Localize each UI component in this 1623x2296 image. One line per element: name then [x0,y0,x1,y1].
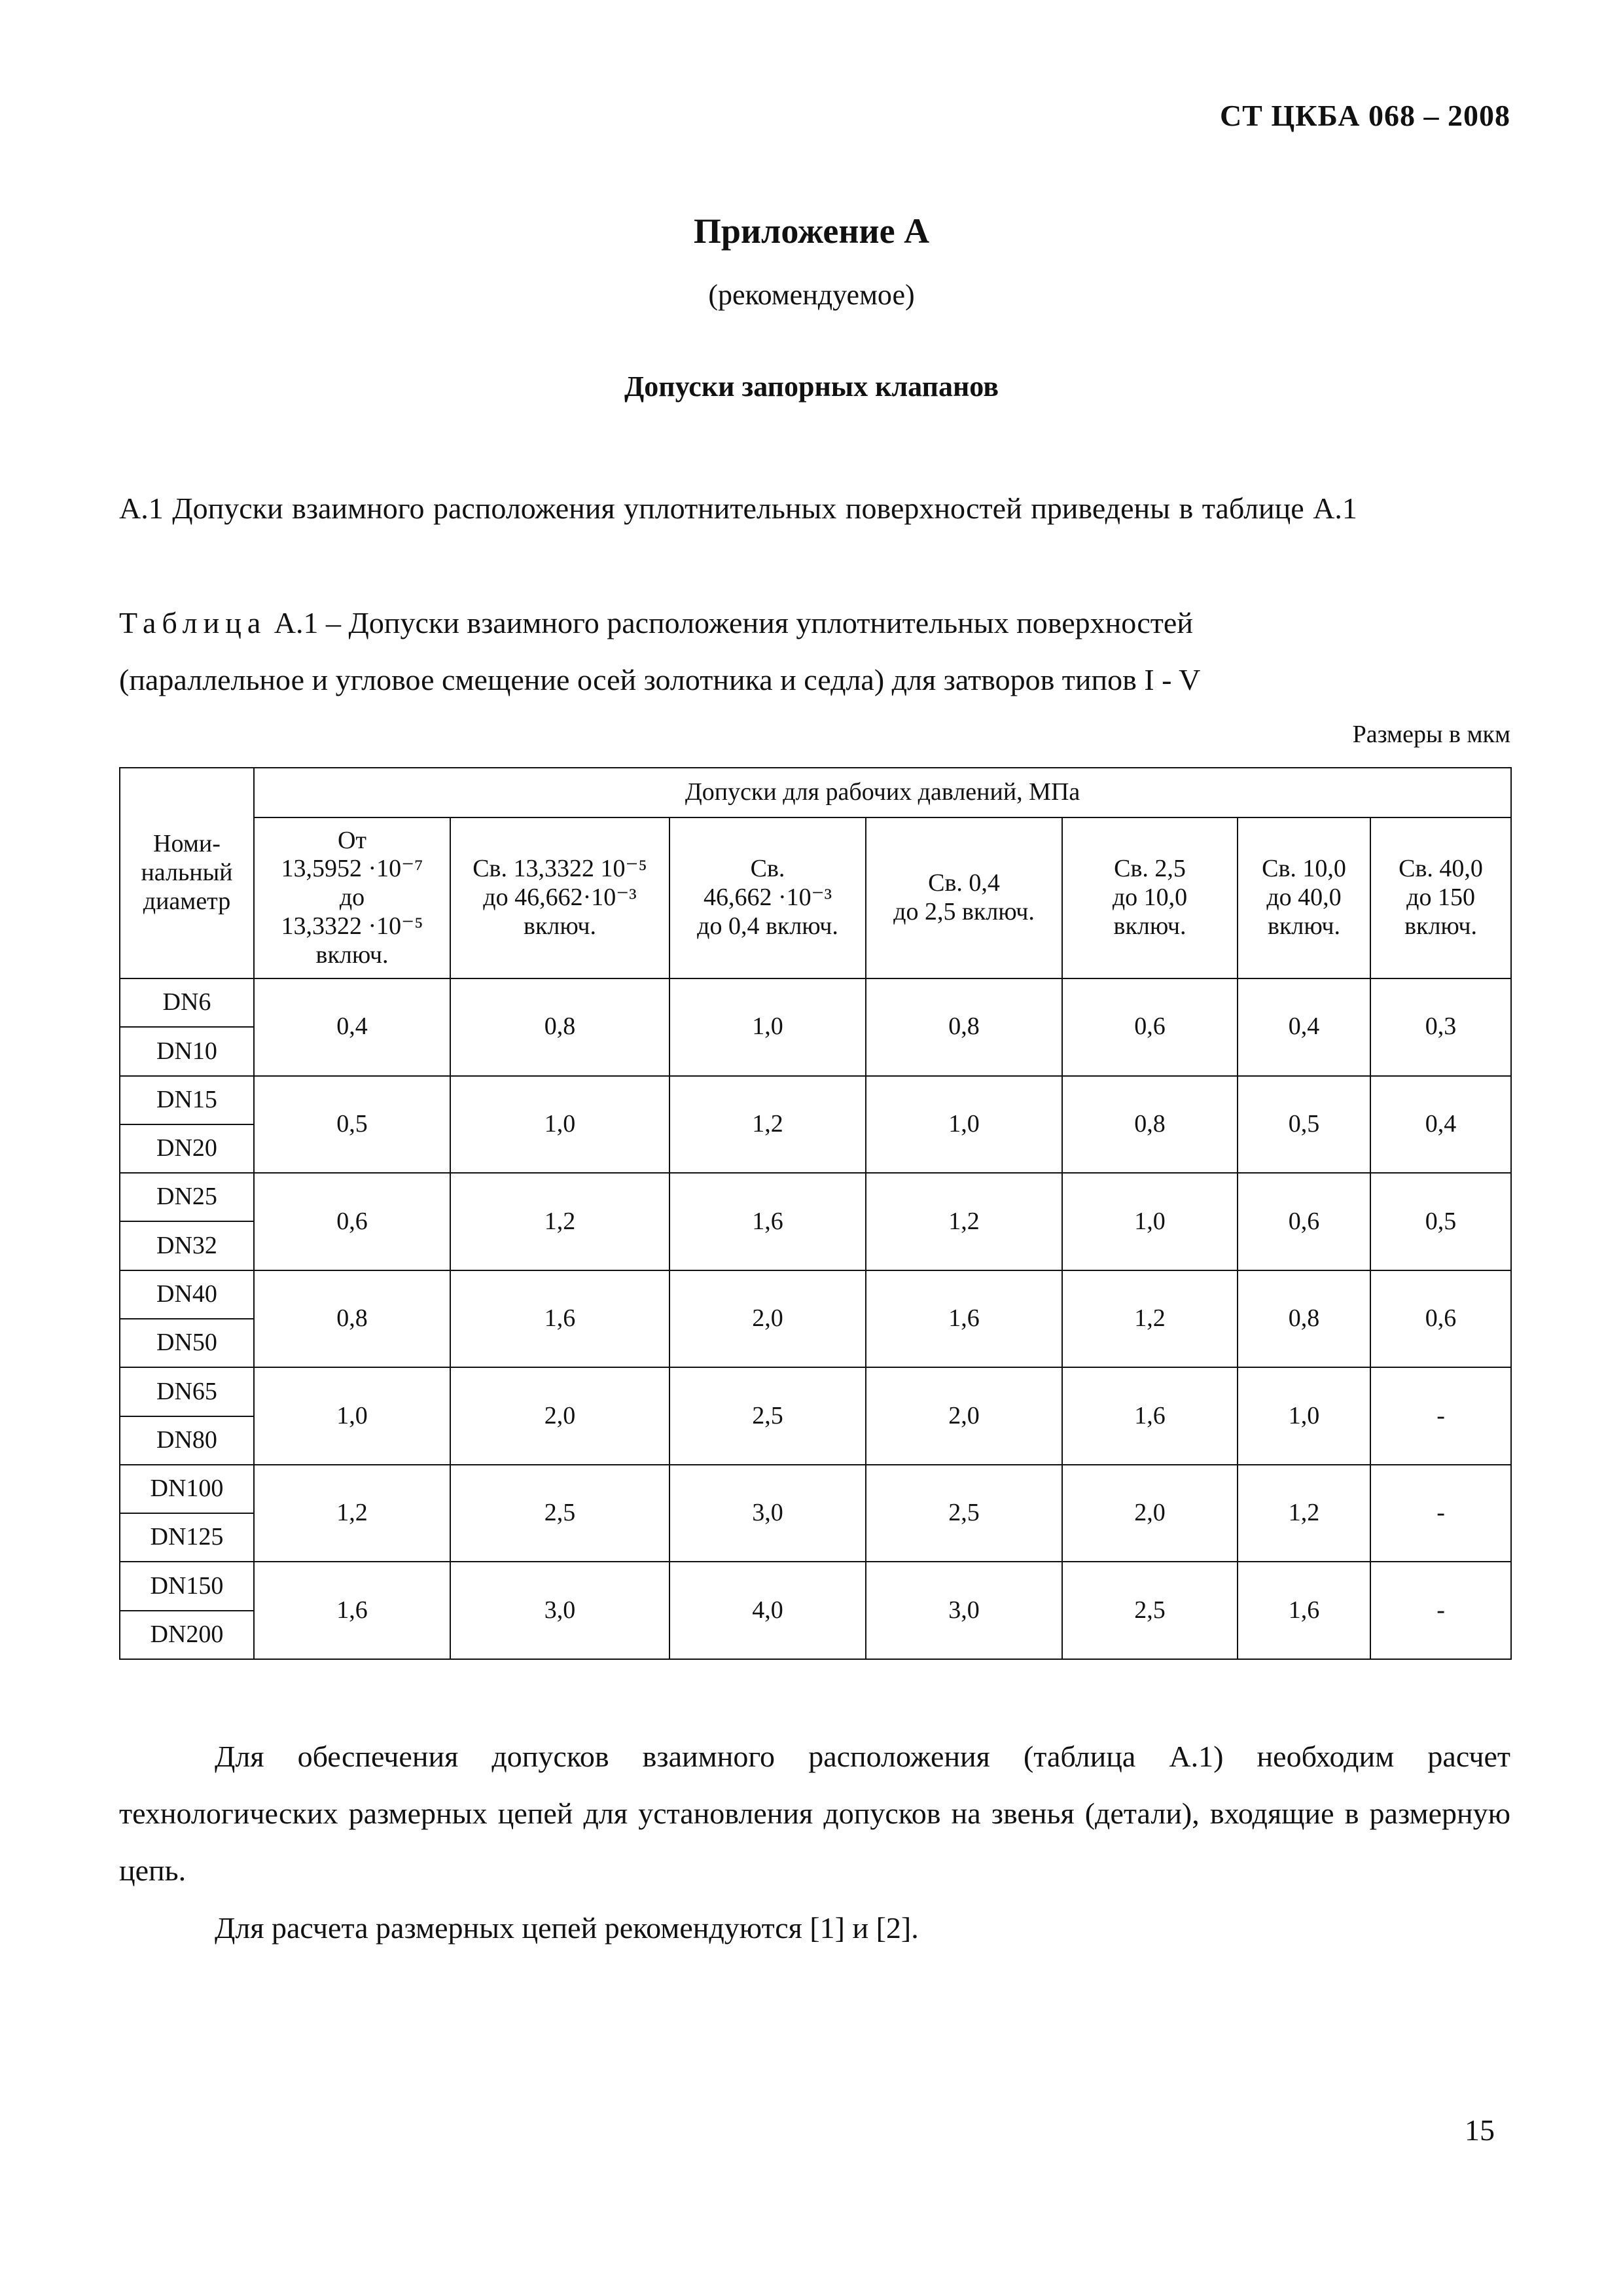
tolerance-value-cell: 1,2 [254,1465,450,1562]
pressure-column-header-line: 13,5952 ·10⁻⁷ [281,855,423,883]
tolerance-value-cell: 0,8 [866,978,1062,1076]
tolerance-value-cell: - [1370,1562,1511,1659]
tolerance-value-cell: 3,0 [450,1562,669,1659]
table-row [120,1076,1511,1124]
tolerance-value-cell: 1,6 [254,1562,450,1659]
document-code: СТ ЦКБА 068 – 2008 [1219,99,1510,132]
pressure-column-header-line: до 2,5 включ. [893,898,1035,925]
pressure-column-header [1238,817,1370,978]
tolerance-value-cell: 0,8 [450,978,669,1076]
pressure-column-header-line: включ. [1268,912,1340,940]
table-caption-title: А.1 – Допуски взаимного расположения уплотнительных поверхностей [266,606,1193,639]
nominal-diameter-cell: DN15 [120,1076,254,1124]
pressure-column-header-line: до 46,662·10⁻³ [483,884,637,912]
tolerance-value-cell: 1,2 [1062,1270,1238,1368]
table-body [120,978,1511,1659]
tolerance-value-cell: 0,8 [254,1270,450,1368]
nominal-diameter-cell: DN80 [120,1416,254,1465]
tolerance-value-cell: 0,3 [1370,978,1511,1076]
pressure-column-header-line: до 10,0 [1112,884,1188,912]
tolerance-value-cell: 0,4 [1370,1076,1511,1174]
tolerance-value-cell: 1,2 [866,1173,1062,1270]
pressure-group-header: Допуски для рабочих давлений, МПа [254,768,1511,817]
tolerance-value-cell: 1,0 [669,978,866,1076]
nominal-diameter-header-line: диаметр [143,887,231,915]
pressure-column-header-line: включ. [315,941,389,969]
units-note: Размеры в мкм [1352,721,1510,748]
pressure-column-header-line: 46,662 ·10⁻³ [703,884,832,912]
nominal-diameter-header-line: Номи- [153,830,221,858]
tolerance-value-cell: 1,0 [254,1367,450,1465]
tolerance-value-cell: - [1370,1465,1511,1562]
nominal-diameter-cell: DN125 [120,1513,254,1562]
table-caption-prefix: Таблица [119,606,267,639]
nominal-diameter-cell: DN32 [120,1221,254,1270]
tolerance-value-cell: 2,0 [1062,1465,1238,1562]
tolerance-value-cell: 1,0 [1062,1173,1238,1270]
tolerance-value-cell: 0,6 [254,1173,450,1270]
tolerance-value-cell: 2,0 [450,1367,669,1465]
nominal-diameter-cell: DN10 [120,1027,254,1075]
nominal-diameter-cell: DN20 [120,1124,254,1173]
tolerance-value-cell: 1,6 [450,1270,669,1368]
nominal-diameter-header [120,768,254,978]
pressure-columns-header-row [120,817,1511,978]
pressure-column-header-line: Св. 40,0 [1399,855,1483,883]
pressure-column-header-line: до [339,884,365,912]
tolerance-value-cell: 2,5 [866,1465,1062,1562]
tolerance-value-cell: 1,6 [1062,1367,1238,1465]
tolerance-value-cell: 1,6 [1238,1562,1370,1659]
table-caption-line-2: (параллельное и угловое смещение осей золотника и седла) для затворов типов I - V [119,663,1201,696]
tolerance-value-cell: 0,5 [254,1076,450,1174]
tolerance-value-cell: 1,2 [669,1076,866,1174]
pressure-column-header-line: включ. [524,912,596,940]
section-title: Допуски запорных клапанов [624,370,999,403]
tolerance-value-cell: 0,8 [1062,1076,1238,1174]
table-caption-line-1 [119,605,1193,640]
pressure-column-header-line: 13,3322 ·10⁻⁵ [281,912,423,940]
pressure-column-header-line: Св. 13,3322 10⁻⁵ [473,855,647,883]
pressure-column-header-line: включ. [1113,912,1186,940]
nominal-diameter-cell: DN100 [120,1465,254,1513]
pressure-column-header-line: до 40,0 [1266,884,1342,912]
pressure-column-header [1370,817,1511,978]
paragraph-dimension-chains: Для обеспечения допусков взаимного расположения (таблица А.1) необходим расчет технологических размерных цепей для установления допусков на звенья (детали), входящие в размерную цепь. [119,1740,1510,1887]
paragraph-references: Для расчета размерных цепей рекомендуются [1] и [2]. [215,1911,919,1945]
tolerance-value-cell: 0,6 [1238,1173,1370,1270]
nominal-diameter-cell: DN50 [120,1319,254,1367]
table-row [120,1270,1511,1319]
tolerance-value-cell: 2,5 [1062,1562,1238,1659]
pressure-column-header-line: до 0,4 включ. [697,912,838,940]
nominal-diameter-cell: DN40 [120,1270,254,1319]
nominal-diameter-cell: DN25 [120,1173,254,1221]
tolerance-value-cell: 0,8 [1238,1270,1370,1368]
pressure-column-header-line: Св. 0,4 [928,869,1000,897]
tolerance-value-cell: 1,0 [450,1076,669,1174]
tolerance-value-cell: 0,6 [1370,1270,1511,1368]
tolerance-value-cell: 1,6 [866,1270,1062,1368]
table-row [120,1367,1511,1416]
nominal-diameter-cell: DN150 [120,1562,254,1610]
pressure-column-header-line: Св. 2,5 [1114,855,1186,883]
pressure-column-header [669,817,866,978]
pressure-column-header [1062,817,1238,978]
nominal-diameter-header-line: нальный [141,859,233,887]
tolerance-value-cell: 1,2 [450,1173,669,1270]
nominal-diameter-cell: DN65 [120,1367,254,1416]
table-row [120,978,1511,1027]
pressure-column-header-line: включ. [1404,912,1477,940]
table-row [120,1173,1511,1221]
tolerance-value-cell: 1,0 [866,1076,1062,1174]
appendix-note: (рекомендуемое) [708,279,915,311]
tolerance-value-cell: 0,5 [1238,1076,1370,1174]
tolerance-value-cell: 3,0 [669,1465,866,1562]
tolerance-value-cell: 2,5 [669,1367,866,1465]
tolerance-value-cell: 0,4 [1238,978,1370,1076]
tolerance-value-cell: 3,0 [866,1562,1062,1659]
appendix-title: Приложение А [693,211,930,251]
pressure-column-header [866,817,1062,978]
tolerance-value-cell: 2,0 [669,1270,866,1368]
pressure-column-header-line: Св. 10,0 [1262,855,1346,883]
tolerance-value-cell: 0,4 [254,978,450,1076]
tolerance-value-cell: 1,2 [1238,1465,1370,1562]
pressure-column-header [254,817,450,978]
page-number: 15 [1465,2113,1495,2147]
tolerance-value-cell: 0,5 [1370,1173,1511,1270]
nominal-diameter-cell: DN200 [120,1611,254,1659]
nominal-diameter-cell: DN6 [120,978,254,1027]
clause-a1: А.1 Допуски взаимного расположения уплотнительных поверхностей приведены в таблице А.1 [119,492,1357,525]
tolerance-value-cell: 2,5 [450,1465,669,1562]
table-row [120,1562,1511,1610]
table-header [120,768,1511,978]
tolerance-table [119,767,1512,1660]
pressure-column-header-line: Св. [750,855,785,883]
tolerance-value-cell: 4,0 [669,1562,866,1659]
tolerance-value-cell: 1,6 [669,1173,866,1270]
tolerance-value-cell: 1,0 [1238,1367,1370,1465]
tolerance-value-cell: - [1370,1367,1511,1465]
pressure-column-header-line: От [337,826,367,854]
table-row [120,1465,1511,1513]
pressure-column-header-line: до 150 [1406,884,1475,912]
tolerance-value-cell: 0,6 [1062,978,1238,1076]
pressure-column-header [450,817,669,978]
tolerance-value-cell: 2,0 [866,1367,1062,1465]
